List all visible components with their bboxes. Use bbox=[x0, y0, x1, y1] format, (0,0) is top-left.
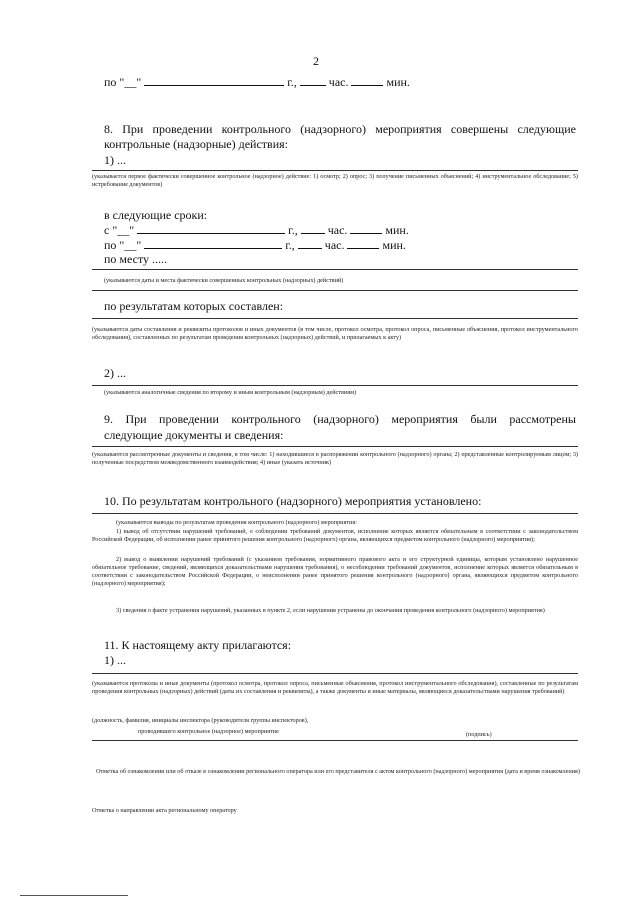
s10-heading: 10. По результатам контрольного (надзорного) мероприятия установлено: bbox=[104, 494, 482, 508]
s8-to-minutes: мин. bbox=[382, 238, 406, 252]
sending-mark: Отметка о направлении акта региональному оператору bbox=[92, 807, 237, 814]
signature-left-1: (должность, фамилия, инициалы инспектора (руководителя группы инспекторов), bbox=[92, 717, 309, 724]
page-number: 2 bbox=[313, 54, 319, 68]
s8-item-1-line bbox=[92, 170, 578, 171]
s9-note: (указываются рассмотренные документы и сведения, в том числе: 1) находившиеся в распоряжении контрольного (надзорного) органа; 2) представленные контролируемым лицом; 3) полученные посредством межведомственного взаимодействия; 4) иные (указать источник) bbox=[92, 451, 578, 466]
s8-to-hours-blank bbox=[298, 237, 322, 249]
footer-line bbox=[20, 895, 128, 896]
s9-line bbox=[92, 446, 578, 447]
s8-from-line bbox=[104, 222, 409, 237]
s9-heading bbox=[104, 412, 576, 426]
top-minutes-blank bbox=[351, 74, 383, 86]
s10-p3: 3) сведения о факте устранения нарушений, указанных в пункте 2, если нарушения устранены до окончания проведения контрольного (надзорного) мероприятия) bbox=[116, 607, 545, 614]
s8-from-hours-blank bbox=[301, 222, 325, 234]
top-time-prefix: по "__" bbox=[104, 75, 142, 89]
signature-right: (подпись) bbox=[466, 731, 492, 738]
s8-heading-part1: 8. При проведении контрольного (надзорного) мероприятия совершены следующие bbox=[104, 122, 576, 136]
s8-note-4: (указываются аналогичные сведения по второму и иным контрольным (надзорным) действиям) bbox=[104, 389, 357, 396]
s8-place-line bbox=[92, 269, 578, 270]
s10-p2: 2) вывод о выявлении нарушений требований (с указанием требования, нормативного правового акта и его структурной единицы, которым установлено нарушенное обязательное требование, сведений, являющихся доказательствами нарушения требования), о несоблюдении требований документов, исполнение которых является обязательным в соответствии с законодательством Российской Федерации, о неисполнении ранее принятого решения контрольного (надзорного) органа, являющихся предметом контрольного (надзорного) мероприятия); bbox=[92, 556, 578, 587]
s11-heading: 11. К настоящему акту прилагаются: bbox=[104, 638, 292, 652]
signature-left-2: проводившего контрольное (надзорное) мероприятие bbox=[138, 728, 279, 735]
s8-to-prefix: по "__" bbox=[104, 238, 142, 252]
s10-intro: (указываются выводы по результатам проведения контрольного (надзорного) мероприятия: bbox=[116, 519, 357, 526]
s8-item-1: 1) ... bbox=[104, 153, 126, 167]
s8-results-line bbox=[92, 318, 578, 319]
s9-heading-part1: 9. При проведении контрольного (надзорного) мероприятия были рассмотрены bbox=[104, 412, 576, 426]
top-minutes-label: мин. bbox=[386, 75, 410, 89]
s8-heading bbox=[104, 122, 576, 136]
s8-to-date-blank bbox=[144, 237, 282, 249]
s8-to-hours: час. bbox=[324, 238, 345, 252]
top-time-line bbox=[104, 74, 410, 89]
signature-line bbox=[92, 740, 578, 741]
s8-place: по месту ..... bbox=[104, 252, 168, 266]
s8-note-2: (указываются даты и места фактически совершенных контрольных (надзорных) действий) bbox=[104, 277, 344, 284]
s8-from-hours: час. bbox=[327, 223, 348, 237]
s8-results-title: по результатам которых составлен: bbox=[104, 299, 284, 313]
s8-note-1: (указывается первое фактически совершенное контрольное (надзорное) действие: 1) осмотр; 2) опрос; 3) получение письменных объяснений; 4) инструментальное обследование; 5) истребование документов) bbox=[92, 173, 578, 188]
s8-terms-title: в следующие сроки: bbox=[104, 208, 208, 222]
s11-line bbox=[92, 673, 578, 674]
s8-from-prefix: с "__" bbox=[104, 223, 135, 237]
s8-from-date-blank bbox=[137, 222, 285, 234]
s9-heading-2: следующие документы и сведения: bbox=[104, 428, 284, 442]
acquaintance-mark: Отметка об ознакомлении или об отказе в ознакомлении регионального оператора или его представителя с актом контрольного (надзорного) мероприятия (дата и время ознакомления) bbox=[96, 768, 580, 775]
s11-item: 1) ... bbox=[104, 653, 126, 667]
s8-to-year: г., bbox=[285, 238, 295, 252]
s8-from-year: г., bbox=[288, 223, 298, 237]
s8-to-line bbox=[104, 237, 406, 252]
s8-item-2: 2) ... bbox=[104, 366, 126, 380]
s10-p1: 1) вывод об отсутствии нарушений требований, о соблюдении требований документов, исполнение которых является обязательным в соответствии с законодательством Российской Федерации, об исполнении ранее принятого решения контрольного (надзорного) органа, являющихся предметом контрольного (надзорного) мероприятия); bbox=[92, 528, 578, 543]
s10-line bbox=[92, 513, 578, 514]
top-year-suffix: г., bbox=[287, 75, 297, 89]
s8-heading-2: контрольные (надзорные) действия: bbox=[104, 137, 288, 151]
s8-from-minutes: мин. bbox=[385, 223, 409, 237]
s8-item-2-line bbox=[92, 385, 578, 386]
s8-note-3: (указываются даты составления и реквизиты протоколов и иных документов (в том числе, протокол осмотра, протокол опроса, письменные объяснения, протокол инструментального обследования), составленных по результатам проведения контрольных (надзорных) действий, и прилагаемых к акту) bbox=[92, 326, 578, 341]
s8-to-minutes-blank bbox=[347, 237, 379, 249]
s8-note-2-line bbox=[92, 290, 578, 291]
s8-from-minutes-blank bbox=[350, 222, 382, 234]
top-hours-label: час. bbox=[328, 75, 349, 89]
top-date-blank bbox=[144, 74, 284, 86]
top-hours-blank bbox=[300, 74, 326, 86]
s11-note: (указываются протоколы и иные документы (протокол осмотра, протокол опроса, письменные объяснения, протокол инструментального обследования), составленные по результатам проведения контрольных (надзорных) действий (даты их составления и реквизиты), а также документы и иные материалы, являющиеся доказательствами нарушения требований) bbox=[92, 680, 578, 695]
